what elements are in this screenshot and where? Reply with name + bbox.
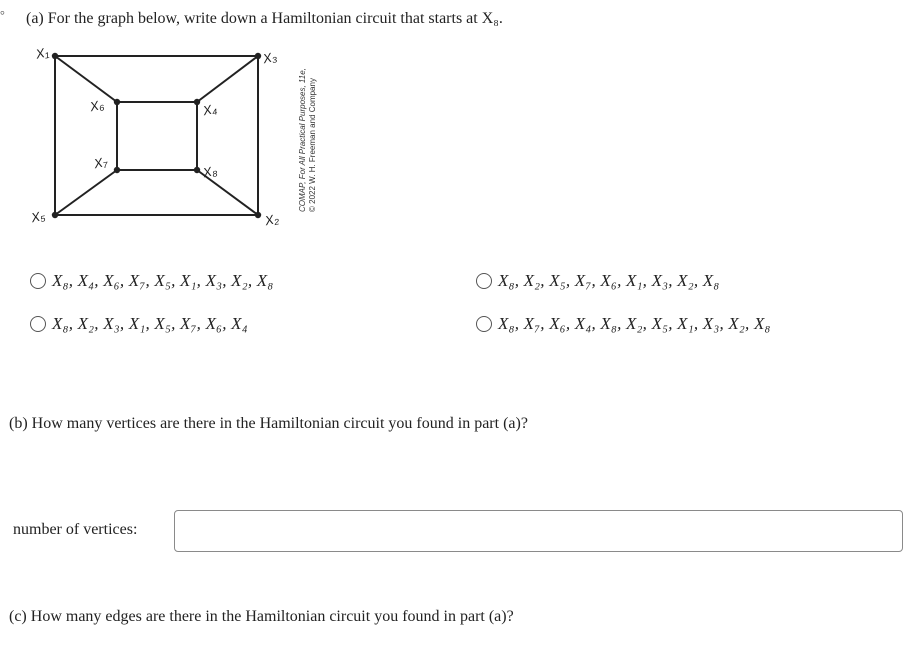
figure-credit-line2: © 2022 W. H. Freeman and Company (308, 78, 317, 212)
option-3-label[interactable]: X₈, X₂, X₃, X₁, X₅, X₇, X₆, X₄ (52, 314, 248, 333)
option-1-label[interactable]: X₈, X₄, X₆, X₇, X₅, X₁, X₃, X₂, X₈ (52, 271, 274, 290)
part-c-question: (c) How many edges are there in the Hamiltonian circuit you found in part (a)? (9, 608, 514, 625)
number-of-vertices-label: number of vertices: (13, 521, 138, 538)
vertex-label-x3: X₃ (261, 48, 279, 67)
vertex-x2 (255, 212, 261, 218)
edge-x5-x7 (55, 170, 117, 215)
vertex-x4 (194, 99, 200, 105)
vertex-label-x4: X₄ (201, 100, 219, 119)
option-2[interactable] (476, 271, 719, 291)
edge-x3-x4 (197, 56, 258, 102)
vertex-x1 (52, 53, 58, 59)
option-3-radio[interactable] (30, 316, 46, 332)
vertex-label-x6: X₆ (88, 96, 106, 115)
vertex-x7 (114, 167, 120, 173)
graph-figure (22, 38, 332, 238)
edge-x1-x6 (55, 56, 117, 102)
vertex-x5 (52, 212, 58, 218)
option-2-label[interactable]: X₈, X₂, X₅, X₇, X₆, X₁, X₃, X₂, X₈ (498, 271, 720, 290)
vertex-x3 (255, 53, 261, 59)
part-a-question: (a) For the graph below, write down a Hamiltonian circuit that starts at X₈. (26, 10, 503, 27)
option-3[interactable] (30, 314, 248, 334)
vertex-label-x2: X₂ (263, 210, 280, 229)
part-b-question: (b) How many vertices are there in the Hamiltonian circuit you found in part (a)? (9, 415, 528, 432)
number-of-vertices-input[interactable] (174, 510, 903, 552)
vertex-x8 (194, 167, 200, 173)
option-2-radio[interactable] (476, 273, 492, 289)
option-4-label[interactable]: X₈, X₇, X₆, X₄, X₈, X₂, X₅, X₁, X₃, X₂, X₈ (498, 314, 771, 333)
option-4[interactable] (476, 314, 771, 334)
graph-svg (22, 38, 332, 238)
option-1-radio[interactable] (30, 273, 46, 289)
option-4-radio[interactable] (476, 316, 492, 332)
question-bullet: ° (0, 8, 5, 22)
vertex-label-x7: X₇ (92, 153, 109, 172)
vertex-x6 (114, 99, 120, 105)
vertex-label-x5: X₅ (29, 207, 47, 226)
vertex-label-x1: X₁ (34, 44, 51, 62)
vertex-label-x8: X₈ (201, 162, 219, 181)
option-1[interactable] (30, 271, 273, 291)
figure-credit-line1: COMAP, For All Practical Purposes, 11e, (298, 68, 307, 212)
graph-edges (55, 56, 258, 215)
